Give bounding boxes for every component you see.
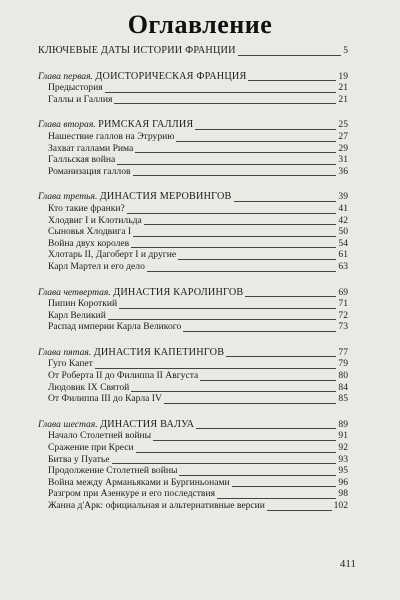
section-row [38,382,348,394]
section-row [38,154,348,166]
chapter-row [38,419,348,431]
section-row [38,488,348,500]
chapter-prefix: Глава третья. [38,191,98,203]
section-label: Карл Мартел и его дело [48,260,145,272]
section-label: Людовик IX Святой [48,381,130,393]
section-row [38,465,348,477]
section-label: Разгром при Азенкуре и его последствия [48,488,215,500]
section-label: Предыстория [48,82,103,94]
section-row [38,454,348,466]
section-label: Нашествие галлов на Этрурию [48,130,175,142]
section-row [38,430,348,442]
chapter-prefix: Глава четвертая. [38,286,111,298]
chapter-label [38,191,234,203]
section-page: 95 [338,465,348,477]
section-row [38,249,348,261]
chapter-row [38,119,348,131]
section-page: 61 [338,249,348,261]
section-row [38,203,348,215]
chapter-row [38,347,348,359]
section-label: Сыновья Хлодвига I [48,226,132,238]
section-page: 92 [338,442,348,454]
section-row [38,500,348,512]
section-label: Война между Арманьяками и Бургиньонами [48,476,230,488]
chapter-gap [38,340,348,347]
section-label: От Роберта II до Филиппа II Августа [48,370,199,382]
toc-intro-row [38,45,348,57]
chapter-row [38,71,348,83]
section-label: Сражение при Креси [48,442,134,454]
chapter-page: 39 [338,191,348,203]
chapter-name: ДИНАСТИЯ КАРОЛИНГОВ [113,286,244,298]
chapter-gap [38,112,348,119]
chapter-name: ДИНАСТИЯ МЕРОВИНГОВ [99,191,232,203]
section-row [38,94,348,106]
section-page: 91 [338,430,348,442]
section-page: 21 [338,93,348,105]
chapter-page: 19 [338,70,348,82]
chapter-name: ДИНАСТИЯ ВАЛУА [100,418,195,430]
chapter-prefix: Глава пятая. [38,346,92,358]
section-label: От Филиппа III до Карла IV [48,393,162,405]
chapter-list [38,57,348,512]
section-page: 80 [338,370,348,382]
section-row [38,261,348,273]
section-label: Война двух королев [48,237,130,249]
section-page: 27 [338,130,348,142]
chapter-label [38,287,245,299]
section-label: Галлы и Галлия [48,93,113,105]
section-row [38,298,348,310]
chapter-gap [38,57,348,64]
section-label: Гуго Капет [48,358,93,370]
chapter-name: ДОИСТОРИЧЕСКАЯ ФРАНЦИЯ [95,70,247,82]
chapter-name: РИМСКАЯ ГАЛЛИЯ [98,119,194,131]
chapter-gap [38,177,348,184]
chapter-row [38,191,348,203]
section-row [38,226,348,238]
section-row [38,310,348,322]
section-page: 72 [338,309,348,321]
section-row [38,238,348,250]
section-label: Романизация галлов [48,165,131,177]
chapter-label [38,419,196,431]
section-label: Распад империи Карла Великого [48,321,182,333]
chapter-page: 25 [338,119,348,131]
section-page: 96 [338,476,348,488]
section-row [38,358,348,370]
section-page: 50 [338,226,348,238]
section-label: Начало Столетней войны [48,430,152,442]
chapter-prefix: Глава шестая. [38,418,98,430]
chapter-page: 77 [338,346,348,358]
section-page: 41 [338,202,348,214]
chapter-gap [38,333,348,340]
section-row [38,131,348,143]
chapter-name: ДИНАСТИЯ КАПЕТИНГОВ [93,346,225,358]
chapter-prefix: Глава первая. [38,70,93,82]
section-row [38,143,348,155]
section-row [38,166,348,178]
section-label: Хлодвиг I и Клотильда [48,214,142,226]
chapter-gap [38,273,348,280]
chapter-page: 89 [338,418,348,430]
section-page: 85 [338,393,348,405]
section-page: 29 [338,142,348,154]
section-label: Продолжение Столетней войны [48,465,178,477]
section-page: 73 [338,321,348,333]
section-row [38,321,348,333]
section-label: Галльская война [48,154,116,166]
section-row [38,393,348,405]
section-page: 36 [338,165,348,177]
section-label: Карл Великий [48,309,106,321]
section-page: 98 [338,488,348,500]
table-of-contents [38,45,348,512]
section-row [38,215,348,227]
chapter-prefix: Глава вторая. [38,119,96,131]
section-label: Битва у Пуатье [48,453,110,465]
chapter-label [38,119,195,131]
chapter-gap [38,184,348,191]
chapter-row [38,287,348,299]
section-label: Пипин Короткий [48,298,118,310]
section-label: Жанна д'Арк: официальная и альтернативные версии [48,500,265,511]
chapter-gap [38,412,348,419]
section-row [38,477,348,489]
chapter-label [38,71,248,83]
section-label: Захват галлами Рима [48,142,134,154]
section-label: Хлотарь II, Дагоберт I и другие [48,249,177,261]
section-page: 54 [338,237,348,249]
section-page: 71 [338,298,348,310]
section-page: 79 [338,358,348,370]
section-row [38,370,348,382]
chapter-gap [38,280,348,287]
chapter-gap [38,405,348,412]
page-title: Оглавление [127,10,273,39]
chapter-gap [38,105,348,112]
section-label: Кто такие франки? [48,202,125,214]
section-page: 84 [338,381,348,393]
chapter-gap [38,64,348,71]
section-row [38,442,348,454]
page-number: 411 [339,558,356,570]
section-page: 102 [333,500,348,511]
section-page: 31 [338,154,348,166]
toc-intro-label: КЛЮЧЕВЫЕ ДАТЫ ИСТОРИИ ФРАНЦИИ [38,45,236,56]
section-page: 42 [338,214,348,226]
section-page: 93 [338,453,348,465]
section-page: 63 [338,260,348,272]
section-row [38,82,348,94]
chapter-page: 69 [338,286,348,298]
chapter-label [38,347,226,359]
section-page: 21 [338,82,348,94]
toc-intro-page: 5 [343,45,348,56]
